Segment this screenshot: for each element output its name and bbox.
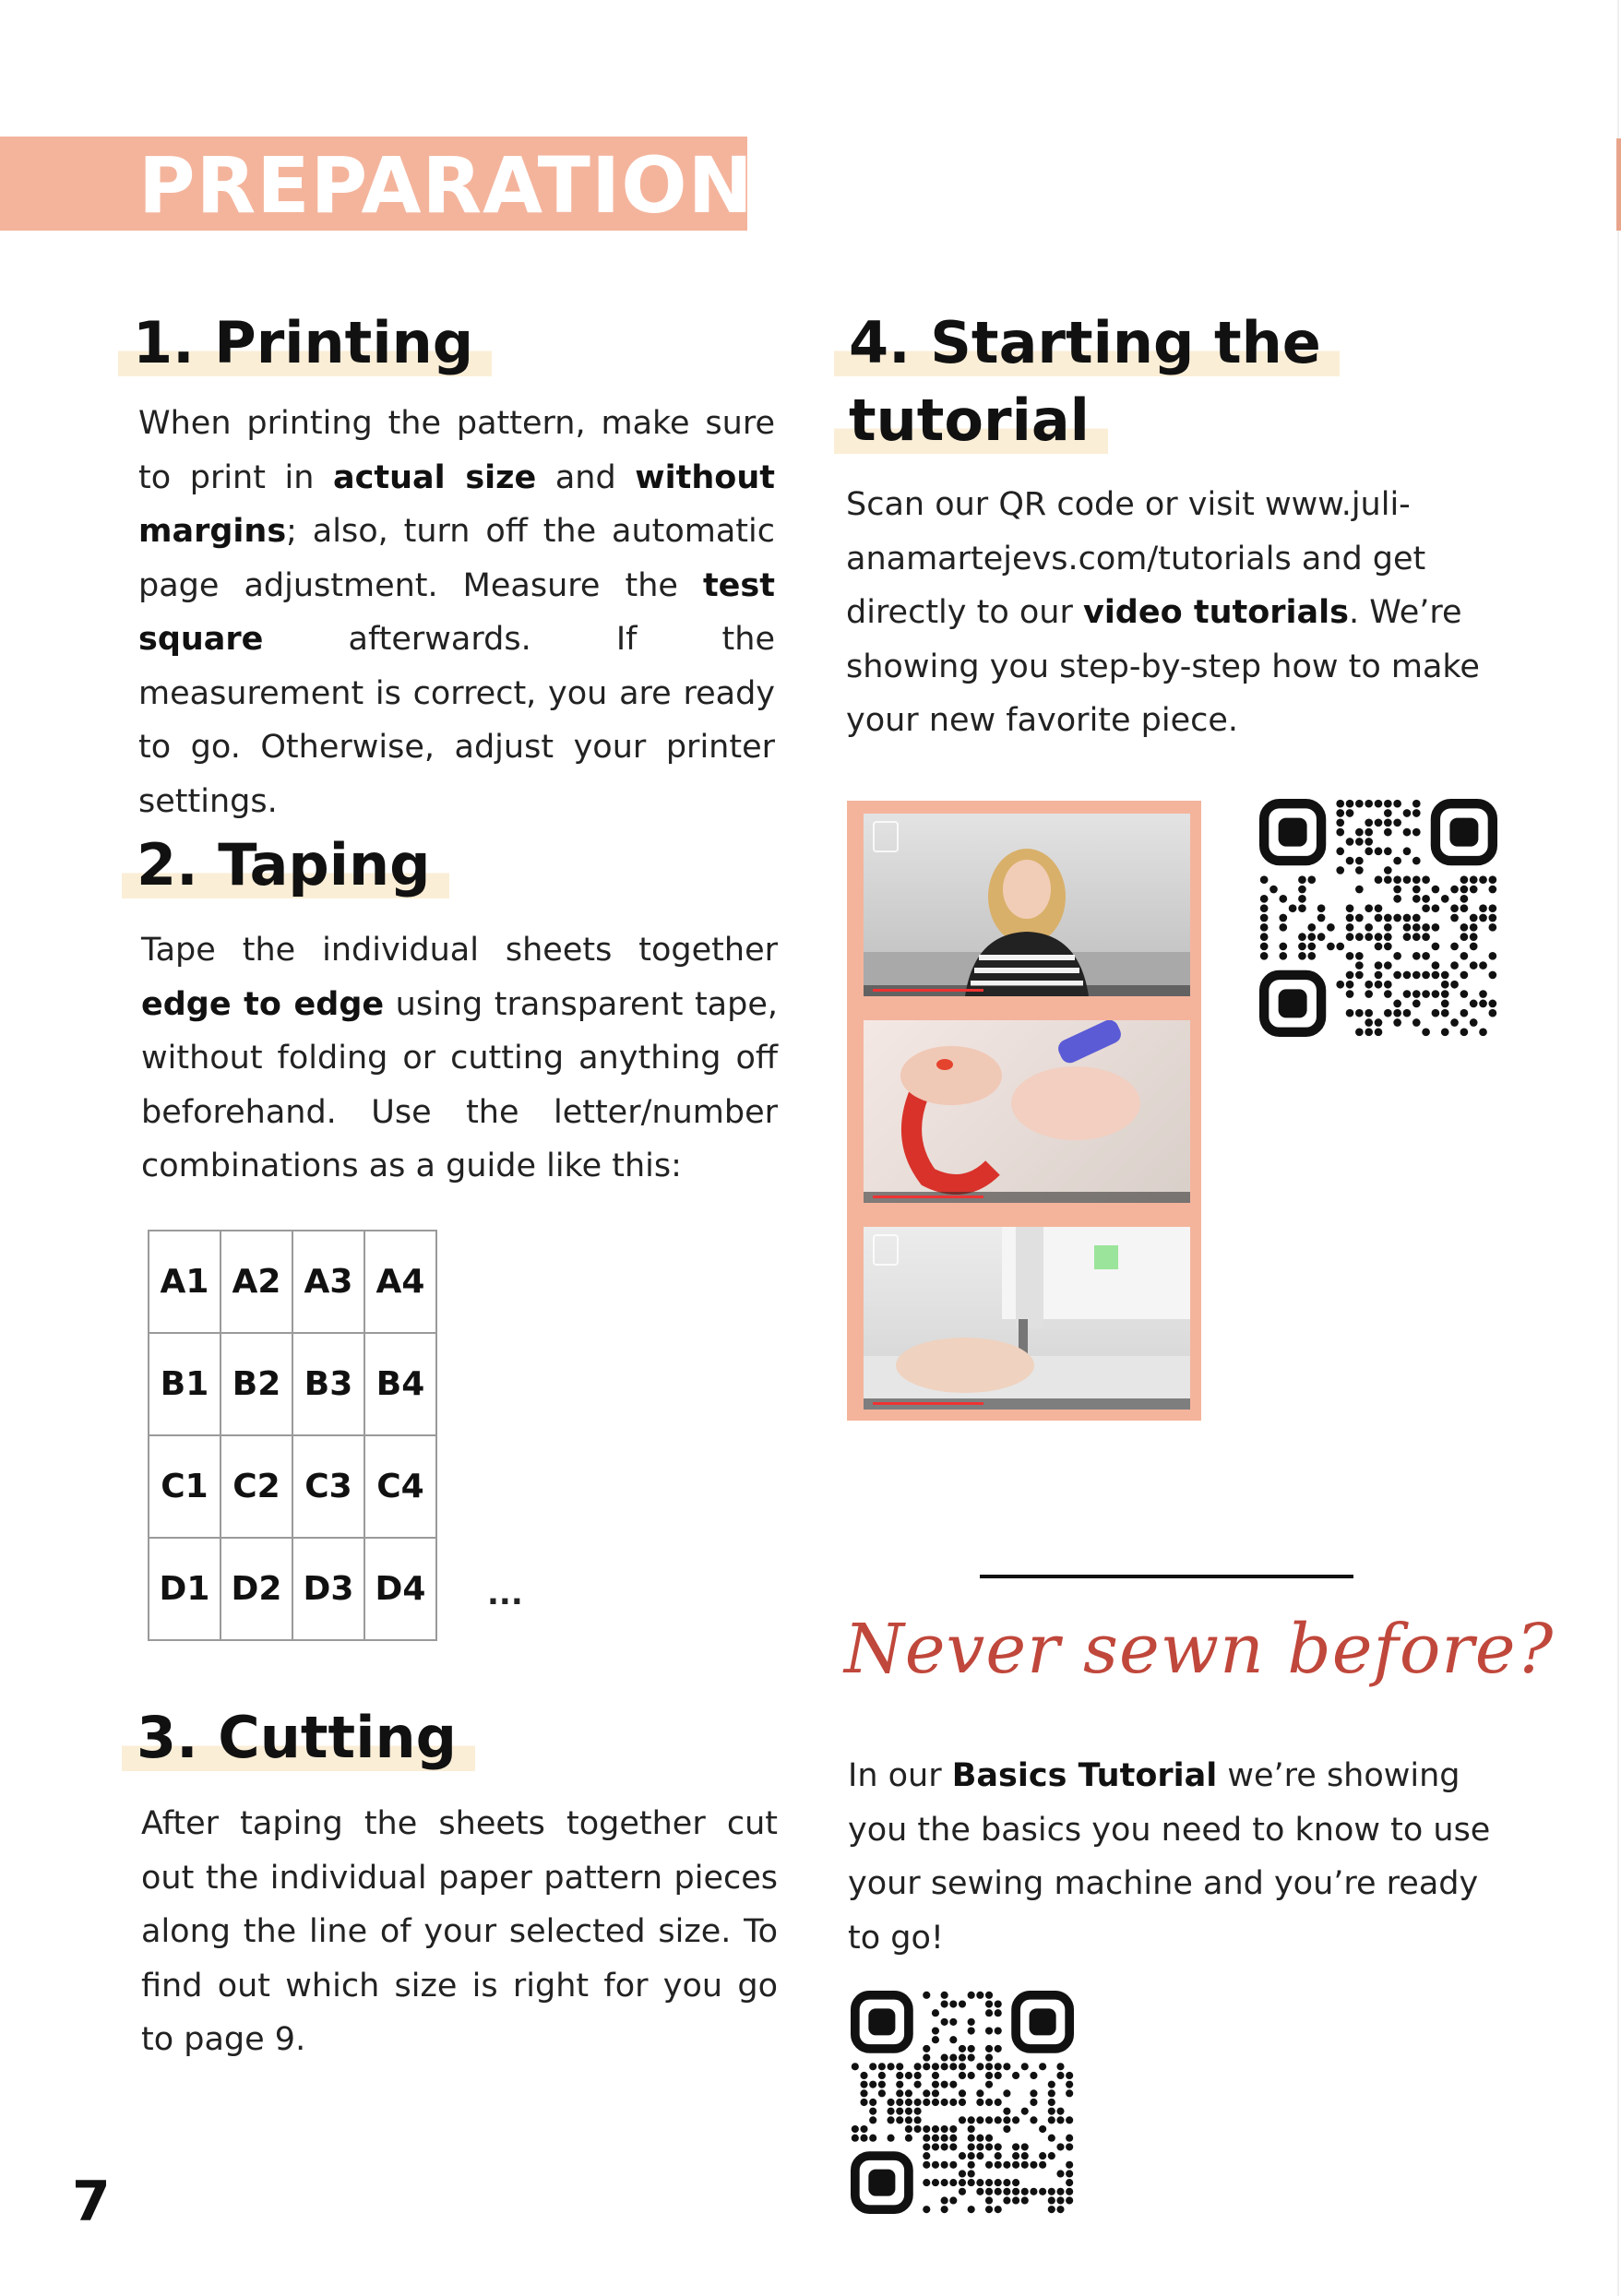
grid-row bbox=[149, 1435, 436, 1538]
grid-cell: B4 bbox=[364, 1333, 436, 1435]
grid-row bbox=[149, 1333, 436, 1435]
video-thumbnail-panel bbox=[847, 801, 1201, 1421]
grid-cell: A3 bbox=[292, 1231, 364, 1333]
emphasis-basics-tutorial: Basics Tutorial bbox=[951, 1757, 1218, 1794]
sewing-machine-illustration bbox=[864, 1227, 1190, 1410]
heading-printing-text: 1. Printing bbox=[118, 309, 492, 376]
grid-cell: B1 bbox=[149, 1333, 221, 1435]
emphasis-test-square: test square bbox=[138, 566, 775, 658]
emphasis-actual-size: actual size bbox=[333, 458, 537, 496]
section-divider bbox=[980, 1575, 1353, 1578]
grid-cell: D2 bbox=[221, 1538, 292, 1640]
embroidery-illustration bbox=[864, 1020, 1190, 1203]
qr-code-basics-icon[interactable] bbox=[851, 1991, 1074, 2214]
grid-cell: A2 bbox=[221, 1231, 292, 1333]
grid-cell: D4 bbox=[364, 1538, 436, 1640]
qr-code-graphic bbox=[1259, 799, 1497, 1037]
page-number: 7 bbox=[72, 2170, 111, 2234]
grid-cell: C3 bbox=[292, 1435, 364, 1538]
heading-printing bbox=[118, 304, 492, 382]
emphasis-edge-to-edge: edge to edge bbox=[141, 985, 385, 1023]
tutorial-paragraph: Scan our QR code or visit www.juli-anamartejevs.com/tutorials and get directly to our video tutorials. We’re showing you step-by-step how to make your new favorite piece. bbox=[846, 486, 1480, 739]
video-progress-bar bbox=[864, 985, 1190, 996]
qr-code-graphic bbox=[851, 1991, 1074, 2214]
preparation-banner bbox=[0, 137, 754, 231]
heading-tutorial bbox=[834, 304, 1351, 459]
grid-row bbox=[149, 1231, 436, 1333]
heading-taping-text: 2. Taping bbox=[122, 831, 449, 898]
video-progress-bar bbox=[864, 1398, 1190, 1410]
grid-cell: D1 bbox=[149, 1538, 221, 1640]
grid-cell: C2 bbox=[221, 1435, 292, 1538]
video-thumbnail-embroidery[interactable] bbox=[864, 1020, 1190, 1203]
presenter-illustration bbox=[864, 814, 1190, 996]
page-edge-line bbox=[1617, 0, 1619, 2296]
qr-code-tutorials-icon[interactable] bbox=[1259, 799, 1497, 1037]
sheet-combination-grid bbox=[148, 1230, 437, 1641]
heading-cutting-text: 3. Cutting bbox=[122, 1704, 475, 1771]
video-progress-bar bbox=[864, 1192, 1190, 1203]
basics-paragraph: In our Basics Tutorial we’re showing you the basics you need to know to use your sewing machine and you’re ready to go! bbox=[848, 1757, 1491, 1957]
brand-logo-icon bbox=[873, 1234, 899, 1266]
taping-paragraph: Tape the individual sheets together edge to edge using transparent tape, without folding or cutting anything off beforehand. Use the letter/number combinations as a guide like this: bbox=[141, 932, 779, 1184]
heading-tutorial-line2: tutorial bbox=[834, 387, 1108, 454]
grid-row bbox=[149, 1538, 436, 1640]
grid-cell: A4 bbox=[364, 1231, 436, 1333]
grid-ellipsis: ... bbox=[487, 1576, 523, 1612]
emphasis-video-tutorials: video tutorials bbox=[1083, 594, 1349, 631]
heading-cutting bbox=[122, 1699, 475, 1777]
heading-tutorial-line1: 4. Starting the bbox=[834, 309, 1340, 376]
grid-cell: B2 bbox=[221, 1333, 292, 1435]
grid-cell: B3 bbox=[292, 1333, 364, 1435]
grid-cell: D3 bbox=[292, 1538, 364, 1640]
grid-cell: C4 bbox=[364, 1435, 436, 1538]
printing-paragraph: When printing the pattern, make sure to print in actual size and without margins; also, turn off the automatic page adjustment. Measure the test square afterwards. If the measurement is correct, you are ready to go. Otherwise, adjust your printer settings. bbox=[138, 405, 775, 820]
heading-taping bbox=[122, 827, 449, 904]
emphasis-without-margins: without margins bbox=[138, 458, 775, 550]
never-sewn-script-title: Never sewn before? bbox=[844, 1610, 1555, 1689]
video-thumbnail-sewing-machine[interactable] bbox=[864, 1227, 1190, 1410]
grid-cell: C1 bbox=[149, 1435, 221, 1538]
page-edge-marker bbox=[1616, 138, 1621, 231]
banner-title: PREPARATION bbox=[138, 140, 754, 231]
grid-cell: A1 bbox=[149, 1231, 221, 1333]
brand-logo-icon bbox=[873, 821, 899, 852]
cutting-paragraph: After taping the sheets together cut out the individual paper pattern pieces along the line of your selected size. To find out which size is right for you go to page 9. bbox=[141, 1805, 778, 2058]
video-thumbnail-presenter[interactable] bbox=[864, 814, 1190, 996]
